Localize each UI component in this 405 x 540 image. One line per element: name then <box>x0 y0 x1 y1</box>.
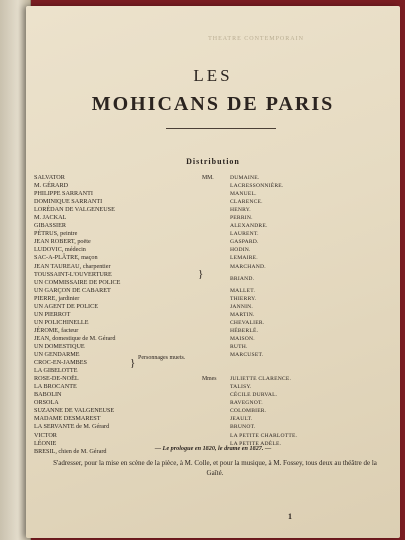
cast-actor: LACRESSONNIÈRE. <box>230 183 284 190</box>
cast-row <box>34 343 350 351</box>
cast-role: UN DOMESTIQUE <box>34 342 85 350</box>
cast-row <box>34 198 350 206</box>
cast-row <box>34 351 350 359</box>
cast-row <box>34 222 350 230</box>
cast-row <box>34 254 350 262</box>
cast-row <box>34 206 350 214</box>
cast-actor: BRUNOT. <box>230 424 256 431</box>
cast-actor: MAISON. <box>230 335 255 342</box>
cast-actor: JULIETTE CLARENCE. <box>230 376 292 383</box>
cast-role: MADAME DESMAREST <box>34 415 101 423</box>
cast-actor: MARCHAND. <box>230 263 266 270</box>
cast-actor: HENRY. <box>230 207 251 214</box>
cast-role: UN POLICHINELLE <box>34 318 89 326</box>
cast-role: CROC-EN-JAMBES <box>34 359 87 367</box>
cast-role: BRESIL, chien de M. Gérard <box>34 447 107 455</box>
prologue-note: — Le prologue en 1820, le drame en 1827. — <box>154 445 272 452</box>
title-rule <box>166 128 276 129</box>
cast-actor: MARTIN. <box>230 311 255 318</box>
cast-actor: RUTH. <box>230 343 248 350</box>
cast-role: ORSOLA <box>34 399 59 407</box>
cast-honorific: Mmes <box>202 376 217 383</box>
cast-actor: LAURENT. <box>230 231 259 238</box>
cast-row <box>34 375 350 383</box>
mute-characters-note: Personnages muets. <box>138 355 186 361</box>
cast-row <box>34 432 350 440</box>
page-title: MOHICANS DE PARIS <box>91 93 335 115</box>
cast-role: GIBASSIER <box>34 222 66 230</box>
brace-icon: } <box>198 267 204 280</box>
cast-row <box>34 415 350 423</box>
cast-actor: PERRIN. <box>230 215 253 222</box>
brace-icon: } <box>130 357 136 370</box>
cast-role: ROSE-DE-NOËL <box>34 375 79 383</box>
cast-row <box>34 319 350 327</box>
cast-actor: CÉCILE DURVAL. <box>230 392 278 399</box>
cast-actor: LA PETITE ADÈLE. <box>230 440 282 447</box>
cast-actor: JEAULT. <box>230 416 253 423</box>
cast-row <box>34 383 350 391</box>
cast-role: UN GARÇON DE CABARET <box>34 286 111 294</box>
cast-row <box>34 214 350 222</box>
cast-row <box>34 335 350 343</box>
cast-role: LÉONIE <box>34 439 57 447</box>
cast-row <box>34 263 350 271</box>
cast-row <box>34 303 350 311</box>
cast-row <box>34 391 350 399</box>
title-line-les: LES <box>193 66 233 85</box>
cast-role: SUZANNE DE VALGENEUSE <box>34 407 115 415</box>
cast-role: M. JACKAL <box>34 214 67 222</box>
cast-actor: THIERRY. <box>230 295 257 302</box>
cast-role: LA BROCANTE <box>34 383 77 391</box>
book-page <box>26 6 400 538</box>
cast-row <box>34 182 350 190</box>
cast-row <box>34 407 350 415</box>
cast-row <box>34 238 350 246</box>
distribution-heading: Distribution <box>186 157 240 166</box>
cast-actor: HODIN. <box>230 247 251 254</box>
cast-role: BABOLIN <box>34 391 62 399</box>
cast-row <box>34 367 350 375</box>
cast-role: JEAN ROBERT, poëte <box>34 238 91 246</box>
cast-row <box>34 311 350 319</box>
staging-address-note: S'adresser, pour la mise en scène de la pièce, à M. Colle, et pour la musique, à M. Fossey, tous deux au théâtre de la Gaîté. <box>53 459 377 477</box>
cast-honorific: MM. <box>202 175 214 181</box>
cast-role: M. GÉRARD <box>34 182 69 190</box>
cast-role: UN PIERROT <box>34 310 71 318</box>
cast-role: UN GENDARME <box>34 351 80 359</box>
cast-role: PHILIPPE SARRANTI <box>34 190 93 198</box>
cast-row <box>34 423 350 431</box>
cast-role: SALVATOR <box>34 174 65 181</box>
cast-actor: MALLET. <box>230 287 256 294</box>
cast-actor: CLARENCE. <box>230 199 263 206</box>
cast-role: UN COMMISSAIRE DE POLICE <box>34 278 121 286</box>
cast-role: LORÉDAN DE VALGENEUSE <box>34 206 115 214</box>
signature-mark: 1 <box>288 512 292 521</box>
cast-row <box>34 287 350 295</box>
cast-role: JEAN TAUREAU, charpentier <box>34 262 111 270</box>
cast-actor: HÉBERLÉ. <box>230 327 259 334</box>
cast-actor: ALEXANDRE. <box>230 223 268 230</box>
cast-actor: JANNIN. <box>230 303 253 310</box>
cast-actor: RAVEGNOT. <box>230 400 263 407</box>
cast-role: LUDOVIC, médecin <box>34 246 86 254</box>
cast-row <box>34 190 350 198</box>
cast-row <box>34 174 350 182</box>
cast-role: LA SERVANTE de M. Gérard <box>34 423 110 431</box>
cast-role: UN AGENT DE POLICE <box>34 302 98 310</box>
cast-actor: MANUEL. <box>230 191 257 198</box>
cast-row <box>34 399 350 407</box>
cast-role: TOUSSAINT-L'OUVERTURE <box>34 270 112 278</box>
cast-role: JÉROME, facteur <box>34 326 79 334</box>
cast-actor: GASPARD. <box>230 239 259 246</box>
cast-role: DOMINIQUE SARRANTI <box>34 198 103 206</box>
running-head: THEATRE CONTEMPORAIN <box>208 36 304 42</box>
cast-actor: DUMAINE. <box>230 175 260 181</box>
cast-actor: TALISY. <box>230 384 252 391</box>
cast-role: LA GIBELOTTE <box>34 367 78 375</box>
cast-actor: BRIAND. <box>230 275 255 282</box>
cast-actor: LA PETITE CHARLOTTE. <box>230 432 298 439</box>
cast-actor: MARCUSET. <box>230 352 264 359</box>
cast-row <box>34 230 350 238</box>
cast-actor: COLOMBIER. <box>230 408 267 415</box>
cast-role: SAC-A-PLÂTRE, maçon <box>34 254 98 262</box>
cast-role: PÉTRUS, peintre <box>34 230 78 238</box>
cast-role: JEAN, domestique de M. Gérard <box>34 334 116 342</box>
cast-role: PIERRE, jardinier <box>34 294 80 302</box>
cast-list <box>34 174 350 456</box>
cast-actor: LEMAIRE. <box>230 255 258 262</box>
cast-role: VICTOR <box>34 431 57 439</box>
cast-row <box>34 279 350 287</box>
cast-actor: CHEVALIER. <box>230 319 265 326</box>
cast-row <box>34 327 350 335</box>
cast-row <box>34 295 350 303</box>
